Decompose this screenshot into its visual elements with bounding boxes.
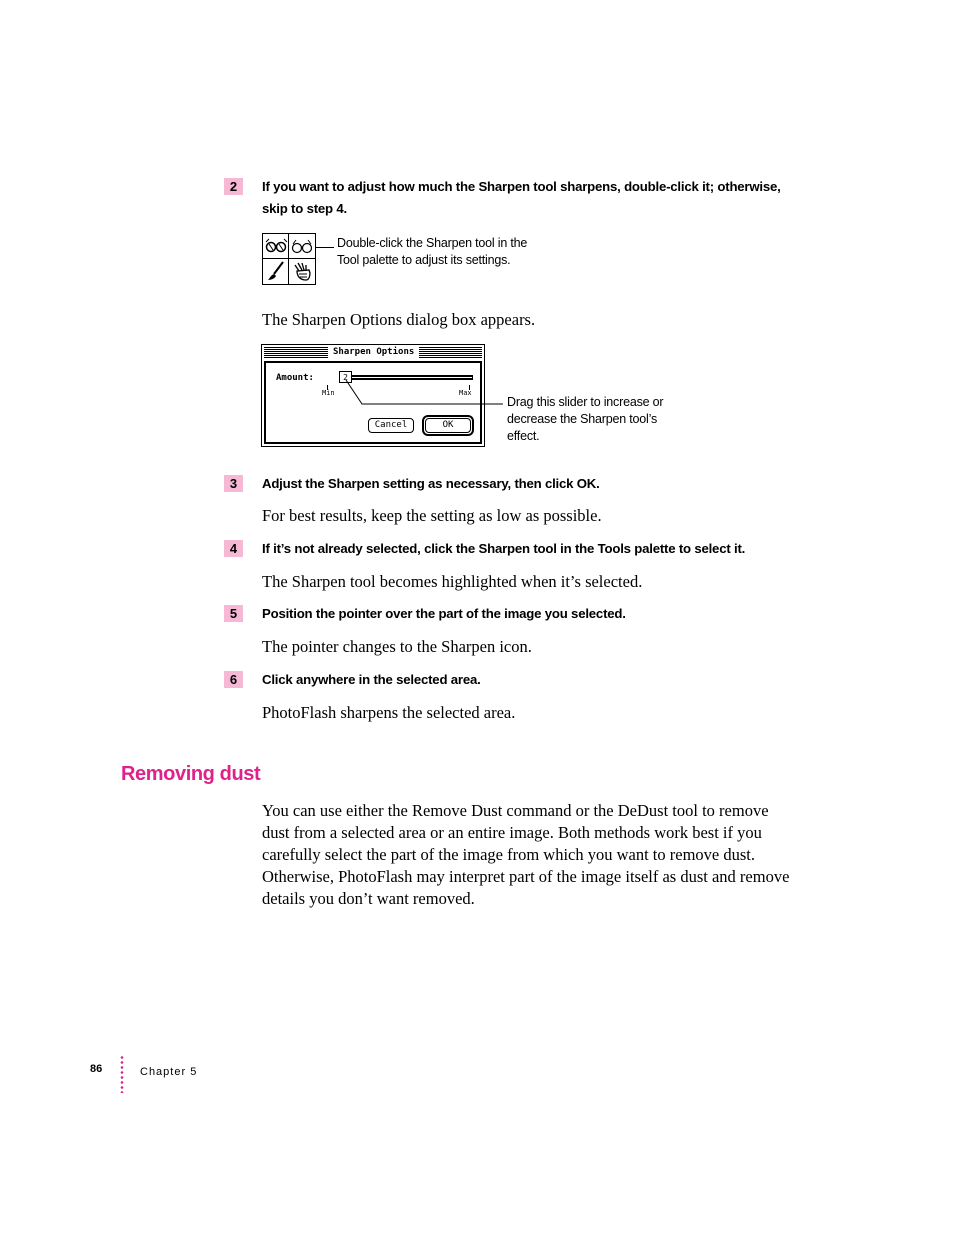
slider-callout-leader [340, 380, 505, 410]
dialog-title: Sharpen Options [328, 346, 419, 358]
brush-icon [263, 259, 289, 284]
max-label: Max [459, 389, 472, 397]
dedust-hand-icon [289, 259, 315, 284]
step-instruction: Position the pointer over the part of the image you selected. [262, 606, 626, 621]
body-paragraph: The pointer changes to the Sharpen icon. [262, 637, 532, 656]
body-paragraph: For best results, keep the setting as low as possible. [262, 506, 602, 525]
body-paragraph: The Sharpen tool becomes highlighted when it’s selected. [262, 572, 643, 591]
slider-caption: Drag this slider to increase or decrease the Sharpen tool’s effect. [507, 395, 664, 443]
ok-button[interactable]: OK [425, 418, 471, 433]
step-instruction: Adjust the Sharpen setting as necessary, then click OK. [262, 476, 600, 491]
amount-slider-thumb[interactable]: 2 [339, 371, 352, 383]
body-paragraph: The Sharpen Options dialog box appears. [262, 310, 536, 329]
glasses-icon [289, 234, 315, 259]
sharpen-glasses-icon [263, 234, 289, 259]
body-paragraph: PhotoFlash sharpens the selected area. [262, 703, 516, 722]
step-number: 6 [224, 671, 243, 688]
body-paragraph: You can use either the Remove Dust command or the DeDust tool to remove dust from a selected area or an entire image. Both methods work best if you carefully select the part of the image from which you want to remove dust. Otherwise, PhotoFlash may interpret part of the image itself as dust and remove details you don’t want removed. [262, 801, 790, 908]
footer-dotted-rule [120, 1055, 124, 1093]
step-number: 5 [224, 605, 243, 622]
step-number: 4 [224, 540, 243, 557]
step-instruction: If it’s not already selected, click the Sharpen tool in the Tools palette to select it. [262, 541, 746, 556]
callout-leader-line [316, 247, 334, 248]
amount-label: Amount: [276, 373, 314, 383]
palette-caption: Double-click the Sharpen tool in the Tool palette to adjust its settings. [337, 236, 528, 267]
section-heading: Removing dust [121, 763, 261, 785]
step-number: 3 [224, 475, 243, 492]
cancel-button[interactable]: Cancel [368, 418, 414, 433]
page-number: 86 [90, 1063, 103, 1075]
step-instruction: If you want to adjust how much the Sharpen tool sharpens, double-click it; otherwise, skip to step 4. [262, 179, 781, 216]
min-label: Min [322, 389, 335, 397]
step-number: 2 [224, 178, 243, 195]
step-instruction: Click anywhere in the selected area. [262, 672, 481, 687]
chapter-label: Chapter 5 [140, 1066, 198, 1078]
tool-palette [262, 233, 316, 285]
